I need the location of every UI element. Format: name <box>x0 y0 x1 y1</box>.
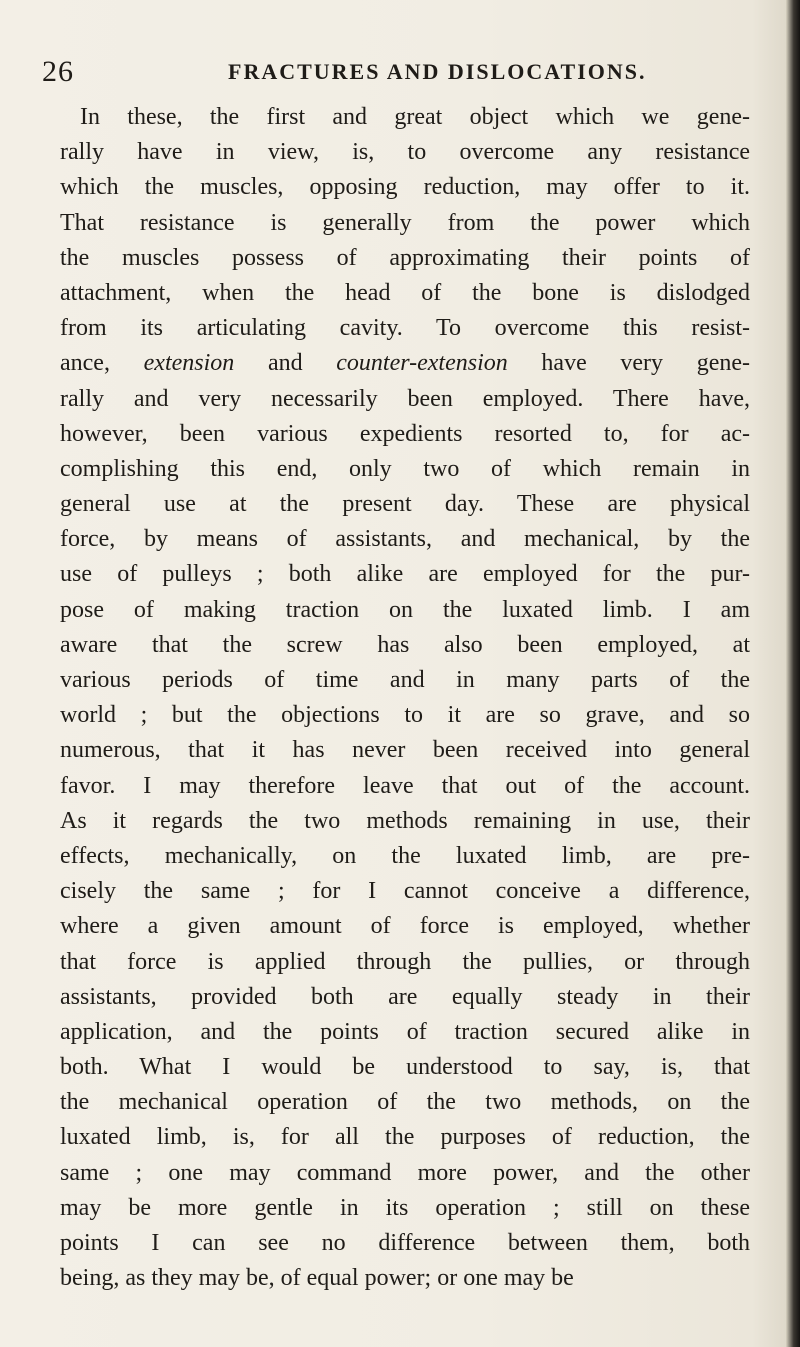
running-head-title: FRACTURES AND DISLOCATIONS. <box>228 59 647 84</box>
text-line <box>60 276 750 311</box>
text-line <box>60 1226 750 1261</box>
text-line <box>60 135 750 170</box>
text-segment: effects, mechanically, on the luxated limb, are pre- <box>60 842 750 869</box>
text-line <box>60 487 750 522</box>
text-line <box>60 698 750 733</box>
text-line <box>60 311 750 346</box>
text-line <box>60 1191 750 1226</box>
text-line <box>60 1120 750 1155</box>
text-line <box>60 839 750 874</box>
text-segment: rally and very necessarily been employed. There have, <box>60 385 750 412</box>
text-segment: favor. I may therefore leave that out of the account. <box>60 772 750 799</box>
text-segment: general use at the present day. These are physical <box>60 491 750 518</box>
text-line <box>60 945 750 980</box>
text-segment: In these, the first and great object which we gene- <box>80 104 750 130</box>
text-segment: As it regards the two methods remaining in use, their <box>60 807 750 834</box>
text-segment: rally have in view, is, to overcome any resistance <box>60 139 750 166</box>
text-segment: attachment, when the head of the bone is dislodged <box>60 279 750 306</box>
text-line <box>60 980 750 1015</box>
text-line <box>60 769 750 804</box>
text-line <box>60 557 750 592</box>
text-segment: cisely the same ; for I cannot conceive a difference, <box>60 878 750 905</box>
text-line <box>60 874 750 909</box>
text-line <box>60 663 750 698</box>
text-segment: various periods of time and in many parts of the <box>60 667 750 693</box>
text-line <box>60 1085 750 1120</box>
text-segment: both. What I would be understood to say, is, that <box>60 1054 750 1081</box>
text-line <box>60 522 750 557</box>
text-segment: the muscles possess of approximating their points of <box>60 244 750 271</box>
text-segment: where a given amount of force is employed, whether <box>60 913 750 940</box>
text-line <box>60 346 750 381</box>
italic-term: counter-extension <box>336 350 508 377</box>
text-segment: that force is applied through the pullies, or through <box>60 948 750 975</box>
text-segment: aware that the screw has also been employed, at <box>60 631 750 658</box>
text-line <box>60 804 750 839</box>
text-segment: world ; but the objections to it are so grave, and so <box>60 702 750 729</box>
text-line <box>60 382 750 417</box>
text-segment: application, and the points of traction secured alike in <box>60 1018 750 1045</box>
text-segment: the mechanical operation of the two methods, on the <box>60 1089 750 1116</box>
text-line <box>60 206 750 241</box>
text-segment: pose of making traction on the luxated limb. I am <box>60 596 750 623</box>
text-segment: ance, <box>60 350 144 377</box>
text-line <box>60 1050 750 1085</box>
text-line <box>60 417 750 452</box>
text-line <box>60 593 750 628</box>
text-line <box>60 909 750 944</box>
text-segment: That resistance is generally from the power which <box>60 209 750 236</box>
italic-term: extension <box>143 350 235 377</box>
text-line <box>60 1156 750 1191</box>
text-line <box>60 100 750 135</box>
text-segment: luxated limb, is, for all the purposes of reduction, the <box>60 1124 750 1151</box>
text-segment: use of pulleys ; both alike are employed for the pur- <box>60 561 750 588</box>
text-segment: may be more gentle in its operation ; still on these <box>60 1194 750 1221</box>
text-segment: have very gene- <box>507 350 751 377</box>
text-segment: from its articulating cavity. To overcome this resist- <box>60 315 750 342</box>
text-line <box>60 241 750 276</box>
text-line <box>60 170 750 205</box>
text-segment: complishing this end, only two of which remain in <box>60 455 750 482</box>
page-number: 26 <box>42 55 74 88</box>
text-segment: numerous, that it has never been received into general <box>60 737 750 764</box>
text-segment: force, by means of assistants, and mechanical, by the <box>60 526 750 553</box>
body-text <box>60 100 750 1296</box>
text-segment: and <box>234 350 337 377</box>
running-head <box>42 52 762 92</box>
text-line <box>60 452 750 487</box>
text-segment: however, been various expedients resorted to, for ac- <box>60 420 750 447</box>
text-line <box>60 628 750 663</box>
text-segment: being, as they may be, of equal power; or one may be <box>60 1265 574 1292</box>
text-line <box>60 1015 750 1050</box>
text-segment: points I can see no difference between them, both <box>60 1230 750 1256</box>
page-binding-edge <box>786 0 800 1347</box>
text-segment: same ; one may command more power, and the other <box>60 1159 750 1186</box>
text-segment: which the muscles, opposing reduction, may offer to it. <box>60 174 750 201</box>
text-line <box>60 1261 750 1296</box>
text-line <box>60 733 750 768</box>
text-segment: assistants, provided both are equally steady in their <box>60 983 750 1010</box>
